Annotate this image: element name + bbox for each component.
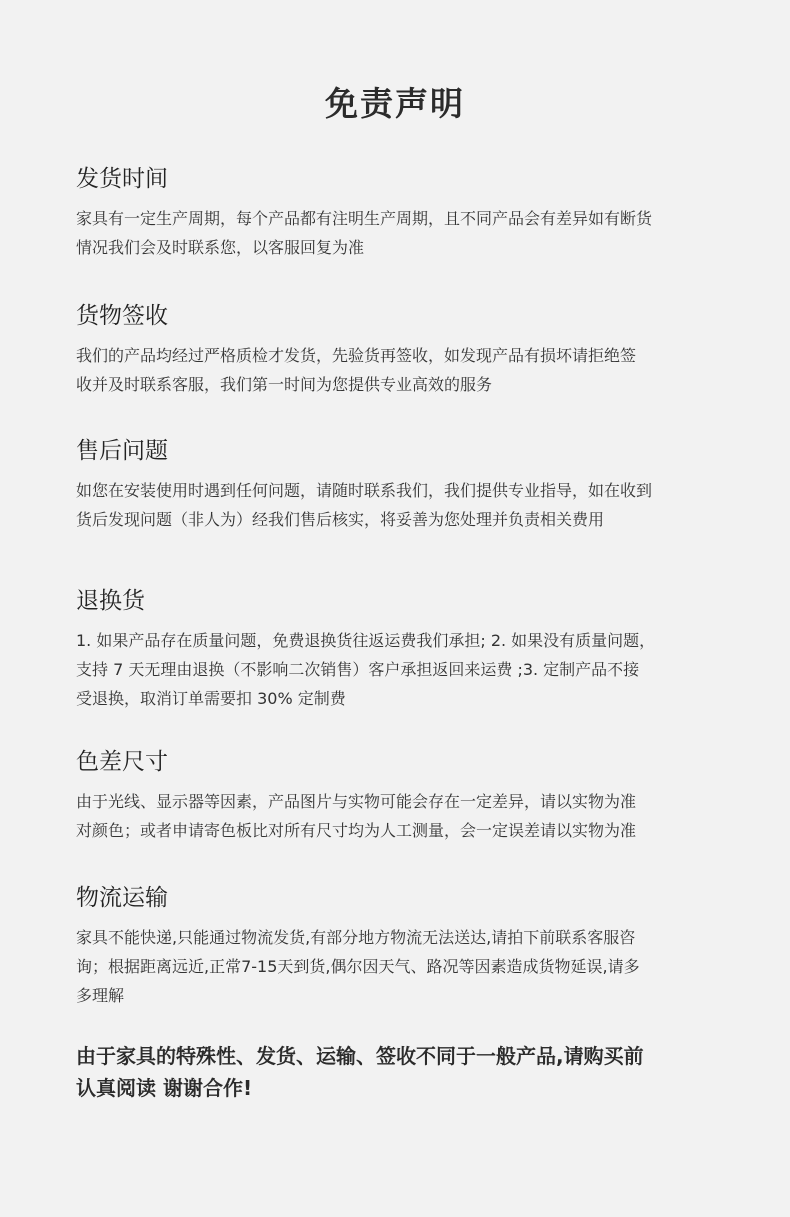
section-heading: 色差尺寸 xyxy=(76,749,168,775)
section-heading: 物流运输 xyxy=(76,885,168,911)
section-heading: 发货时间 xyxy=(76,166,168,192)
section-text: 1. 如果产品存在质量问题，免费退换货往返运费我们承担; 2. 如果没有质量问题， 支持 7 天无理由退换（不影响二次销售）客户承担返回来运费 ;3. 定制产品不接 受退换，取消订单需要扣 30% 定制费 xyxy=(76,631,656,708)
section-text: 家具不能快递,只能通过物流发货,有部分地方物流无法送达,请拍下前联系客服咨 询；根据距离远近,正常7-15天到货,偶尔因天气、路况等因素造成货物延误,请多 多理解 xyxy=(76,928,640,1005)
section-heading: 退换货 xyxy=(76,588,145,614)
section-goods-receipt xyxy=(76,301,716,399)
section-returns xyxy=(76,586,716,713)
section-heading: 货物签收 xyxy=(76,303,168,329)
section-text: 如您在安装使用时遇到任何问题，请随时联系我们，我们提供专业指导，如在收到 货后发现问题（非人为）经我们售后核实，将妥善为您处理并负责相关费用 xyxy=(76,481,653,529)
section-logistics xyxy=(76,883,716,1010)
section-heading: 售后问题 xyxy=(76,438,168,464)
section-text: 由于光线、显示器等因素，产品图片与实物可能会存在一定差异，请以实物为准 对颜色；或者申请寄色板比对所有尺寸均为人工测量，会一定误差请以实物为准 xyxy=(76,792,637,840)
section-text: 我们的产品均经过严格质检才发货，先验货再签收，如发现产品有损坏请拒绝签 收并及时联系客服，我们第一时间为您提供专业高效的服务 xyxy=(76,346,637,394)
closing-notice: 由于家具的特殊性、发货、运输、签收不同于一般产品,请购买前 认真阅读 谢谢合作! xyxy=(76,1044,644,1100)
page-title: 免责声明 xyxy=(325,84,465,123)
section-text: 家具有一定生产周期，每个产品都有注明生产周期，且不同产品会有差异如有断货 情况我们会及时联系您，以客服回复为准 xyxy=(76,209,653,257)
section-color-size xyxy=(76,747,716,845)
section-after-sales xyxy=(76,436,716,534)
section-shipping-time xyxy=(76,164,716,262)
